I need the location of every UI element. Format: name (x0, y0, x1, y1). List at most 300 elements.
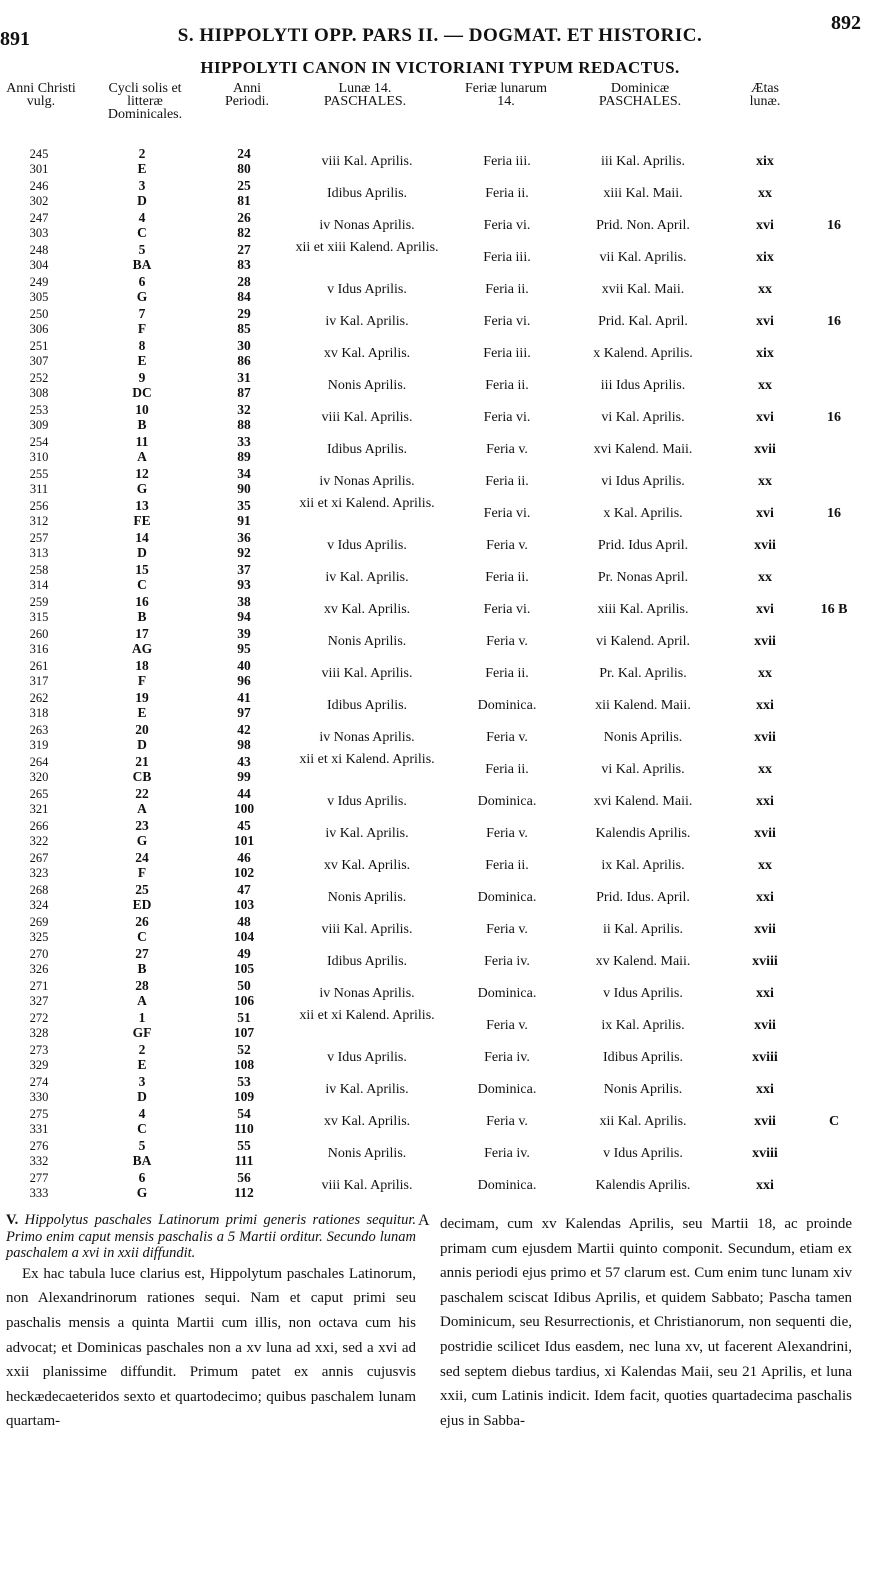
feria-cell: Feria ii. (485, 570, 529, 585)
lunae-cell: xv Kal. Aprilis. (323, 858, 411, 873)
year-vulgar-upper: 277 (29, 1171, 49, 1185)
solar-cycle-upper: 9 (138, 370, 146, 385)
aetas-cell: xvii (754, 1114, 776, 1129)
solar-cycle-lower: G (136, 481, 148, 496)
period-year-upper: 28 (237, 274, 251, 289)
solar-cycle-upper: 3 (138, 178, 146, 193)
year-vulgar-upper: 253 (29, 403, 49, 417)
period-year-upper: 33 (237, 434, 251, 449)
table-row (0, 146, 875, 178)
feria-cell: Feria v. (486, 634, 528, 649)
year-vulgar-lower: 329 (29, 1058, 49, 1072)
header-aetas: Ætas lunæ. (749, 81, 781, 109)
dominica-cell: v Idus Aprilis. (603, 1146, 683, 1161)
table-row (0, 818, 875, 850)
table-row (0, 562, 875, 594)
solar-cycle-upper: 15 (135, 562, 149, 577)
period-year-lower: 93 (237, 577, 251, 592)
table-row (0, 786, 875, 818)
solar-cycle-lower: D (137, 737, 147, 752)
header-dominicae: Dominicæ PASCHALES. (598, 81, 682, 109)
year-vulgar-upper: 267 (29, 851, 49, 865)
table-row (0, 722, 875, 754)
dominica-cell: ix Kal. Aprilis. (601, 1018, 685, 1033)
solar-cycle-lower: C (137, 929, 147, 944)
solar-cycle-lower: F (137, 321, 147, 336)
solar-cycle-lower: G (136, 1185, 148, 1200)
dominica-cell: Kalendis Aprilis. (595, 1178, 691, 1193)
year-vulgar-upper: 251 (29, 339, 49, 353)
solar-cycle-upper: 13 (135, 498, 149, 513)
lunae-cell: Idibus Aprilis. (326, 698, 408, 713)
year-vulgar-upper: 265 (29, 787, 49, 801)
aetas-cell: xvii (754, 442, 776, 457)
solar-cycle-upper: 1 (138, 1010, 146, 1025)
aetas-cell: xxi (756, 794, 774, 809)
feria-cell: Feria v. (486, 922, 528, 937)
solar-cycle-upper: 20 (135, 722, 149, 737)
year-vulgar-lower: 333 (29, 1186, 49, 1200)
lunae-cell: viii Kal. Aprilis. (321, 410, 413, 425)
feria-cell: Feria iii. (483, 154, 531, 169)
aetas-cell: xix (756, 250, 774, 265)
aetas-cell: xx (758, 186, 772, 201)
period-year-upper: 50 (237, 978, 251, 993)
year-vulgar-lower: 309 (29, 418, 49, 432)
table-row (0, 1170, 875, 1202)
dominica-cell: xiii Kal. Aprilis. (597, 602, 689, 617)
aetas-cell: xx (758, 378, 772, 393)
feria-cell: Dominica. (477, 890, 537, 905)
lunae-cell: Nonis Aprilis. (327, 634, 407, 649)
year-vulgar-upper: 256 (29, 499, 49, 513)
solar-cycle-lower: D (137, 545, 147, 560)
year-vulgar-lower: 320 (29, 770, 49, 784)
table-row (0, 274, 875, 306)
margin-letter: A (418, 1212, 430, 1229)
period-year-upper: 29 (237, 306, 251, 321)
feria-cell: Feria iv. (484, 954, 530, 969)
solar-cycle-lower: B (137, 417, 147, 432)
feria-cell: Feria ii. (485, 474, 529, 489)
solar-cycle-lower: A (137, 993, 147, 1008)
period-year-upper: 39 (237, 626, 251, 641)
period-year-lower: 88 (237, 417, 251, 432)
solar-cycle-upper: 4 (138, 1106, 146, 1121)
aetas-cell: xvi (756, 410, 774, 425)
year-vulgar-upper: 259 (29, 595, 49, 609)
aetas-cell: xix (756, 346, 774, 361)
feria-cell: Feria v. (486, 1018, 528, 1033)
solar-cycle-lower: CB (132, 769, 152, 784)
period-year-upper: 32 (237, 402, 251, 417)
period-year-upper: 42 (237, 722, 251, 737)
solar-cycle-upper: 2 (138, 146, 146, 161)
table-row (0, 498, 875, 530)
aetas-cell: xxi (756, 1178, 774, 1193)
solar-cycle-upper: 2 (138, 1042, 146, 1057)
solar-cycle-upper: 11 (135, 434, 149, 449)
feria-cell: Feria iii. (483, 346, 531, 361)
year-vulgar-lower: 312 (29, 514, 49, 528)
year-vulgar-upper: 250 (29, 307, 49, 321)
aetas-cell: xvi (756, 314, 774, 329)
feria-cell: Feria v. (486, 826, 528, 841)
year-vulgar-lower: 306 (29, 322, 49, 336)
section-title: HIPPOLYTI CANON IN VICTORIANI TYPUM REDACTUS. (200, 58, 680, 77)
year-vulgar-upper: 262 (29, 691, 49, 705)
dominica-cell: vii Kal. Aprilis. (599, 250, 687, 265)
dominica-cell: Nonis Aprilis. (603, 730, 683, 745)
period-year-lower: 100 (233, 801, 255, 816)
dominica-cell: vi Kal. Aprilis. (601, 762, 685, 777)
period-year-lower: 97 (237, 705, 251, 720)
solar-cycle-upper: 18 (135, 658, 149, 673)
aetas-cell: xxi (756, 986, 774, 1001)
table-row (0, 210, 875, 242)
period-year-upper: 40 (237, 658, 251, 673)
solar-cycle-upper: 16 (135, 594, 149, 609)
lemma-paragraph (6, 1212, 416, 1262)
solar-cycle-lower: BA (132, 1153, 152, 1168)
aetas-cell: xix (756, 154, 774, 169)
solar-cycle-upper: 5 (138, 1138, 146, 1153)
solar-cycle-lower: E (137, 705, 147, 720)
table-row (0, 1074, 875, 1106)
solar-cycle-lower: F (137, 865, 147, 880)
table-row (0, 754, 875, 786)
lunae-cell: xii et xi Kalend. Aprilis. (299, 496, 435, 511)
aetas-cell: xx (758, 474, 772, 489)
year-vulgar-lower: 307 (29, 354, 49, 368)
period-year-upper: 48 (237, 914, 251, 929)
table-row (0, 658, 875, 690)
period-year-lower: 85 (237, 321, 251, 336)
period-year-lower: 81 (237, 193, 251, 208)
year-vulgar-upper: 261 (29, 659, 49, 673)
year-vulgar-upper: 269 (29, 915, 49, 929)
lunae-cell: iv Kal. Aprilis. (325, 826, 409, 841)
lunae-cell: xii et xi Kalend. Aprilis. (299, 752, 435, 767)
year-vulgar-upper: 247 (29, 211, 49, 225)
period-year-upper: 49 (237, 946, 251, 961)
year-vulgar-upper: 273 (29, 1043, 49, 1057)
year-vulgar-upper: 254 (29, 435, 49, 449)
table-row (0, 338, 875, 370)
solar-cycle-lower: A (137, 449, 147, 464)
solar-cycle-lower: DC (132, 385, 152, 400)
page-number-left: 891 (0, 28, 30, 50)
year-vulgar-lower: 324 (29, 898, 49, 912)
dominica-cell: vi Idus Aprilis. (601, 474, 685, 489)
year-vulgar-upper: 270 (29, 947, 49, 961)
feria-cell: Dominica. (477, 698, 537, 713)
table-row (0, 1106, 875, 1138)
solar-cycle-lower: E (137, 161, 147, 176)
year-vulgar-upper: 275 (29, 1107, 49, 1121)
solar-cycle-upper: 19 (135, 690, 149, 705)
aetas-cell: xvii (754, 730, 776, 745)
dominica-cell: ii Kal. Aprilis. (602, 922, 684, 937)
dominica-cell: iii Kal. Aprilis. (601, 154, 685, 169)
table-row (0, 178, 875, 210)
dominica-cell: Pr. Nonas April. (597, 570, 689, 585)
year-vulgar-lower: 322 (29, 834, 49, 848)
solar-cycle-lower: GF (132, 1025, 152, 1040)
table-row (0, 466, 875, 498)
header-cycli: Cycli solis et litteræ Dominicales. (107, 81, 183, 122)
dominica-cell: Prid. Kal. April. (598, 314, 688, 329)
aetas-cell: xx (758, 570, 772, 585)
lunae-cell: iv Nonas Aprilis. (319, 730, 415, 745)
header-feriae: Feriæ lunarum 14. (464, 81, 548, 109)
solar-cycle-lower: BA (132, 257, 152, 272)
solar-cycle-upper: 10 (135, 402, 149, 417)
lunae-cell: v Idus Aprilis. (327, 1050, 407, 1065)
year-vulgar-upper: 264 (29, 755, 49, 769)
lunae-cell: iv Nonas Aprilis. (319, 218, 415, 233)
feria-cell: Feria iv. (484, 1050, 530, 1065)
solar-cycle-lower: D (137, 193, 147, 208)
feria-cell: Feria v. (486, 730, 528, 745)
period-year-upper: 51 (237, 1010, 251, 1025)
lunae-cell: xv Kal. Aprilis. (323, 1114, 411, 1129)
table-row (0, 946, 875, 978)
year-vulgar-lower: 302 (29, 194, 49, 208)
lunae-cell: viii Kal. Aprilis. (321, 154, 413, 169)
period-year-lower: 90 (237, 481, 251, 496)
table-row (0, 242, 875, 274)
period-year-lower: 84 (237, 289, 251, 304)
period-year-upper: 52 (237, 1042, 251, 1057)
period-year-lower: 104 (233, 929, 255, 944)
dominica-cell: vi Kalend. April. (595, 634, 691, 649)
dominica-cell: x Kalend. Aprilis. (593, 346, 693, 361)
period-year-upper: 24 (237, 146, 251, 161)
year-vulgar-lower: 317 (29, 674, 49, 688)
year-vulgar-upper: 258 (29, 563, 49, 577)
solar-cycle-upper: 8 (138, 338, 146, 353)
period-year-upper: 56 (237, 1170, 251, 1185)
year-vulgar-lower: 308 (29, 386, 49, 400)
year-vulgar-lower: 318 (29, 706, 49, 720)
year-vulgar-upper: 252 (29, 371, 49, 385)
solar-cycle-lower: E (137, 1057, 147, 1072)
table-row (0, 530, 875, 562)
feria-cell: Dominica. (477, 794, 537, 809)
lunae-cell: xii et xi Kalend. Aprilis. (299, 1008, 435, 1023)
right-body-text: decimam, cum xv Kalendas Aprilis, seu Martii 18, ac proinde primam cum ejusdem Martii quinto componit. Secundum, etiam ex annis periodi ejus primo et 57 clarum est. Cum enim tunc lunam xiv paschalem sciscat Idibus Aprilis, et quidem Sabbato; Pascha tamen Dominicum, seu Resurrectionis, et Christianorum, non sequenti die, postridie scilicet Idus easdem, nec luna xv, ut facerent Alexandrini, sed septem diebus tardius, xi Kalendas Maii, seu 21 Aprilis, et luna xxii, cum Latinis indicit. Idem facit, quoties quartadecima paschalis ejus in Sabba- (440, 1216, 852, 1429)
aetas-cell: xx (758, 762, 772, 777)
year-vulgar-upper: 274 (29, 1075, 49, 1089)
year-vulgar-upper: 257 (29, 531, 49, 545)
year-vulgar-upper: 271 (29, 979, 49, 993)
lemma-text: Hippolytus paschales Latinorum primi generis rationes sequitur. Primo enim caput mensis paschalis a 5 Martii orditur. Secundo lunam paschalem a xvi in xxii diffundit. (6, 1212, 416, 1262)
solar-cycle-upper: 6 (138, 1170, 146, 1185)
year-vulgar-lower: 316 (29, 642, 49, 656)
period-year-upper: 30 (237, 338, 251, 353)
dominica-cell: xii Kalend. Maii. (595, 698, 691, 713)
period-year-upper: 46 (237, 850, 251, 865)
solar-cycle-upper: 22 (135, 786, 149, 801)
dominica-cell: ix Kal. Aprilis. (601, 858, 685, 873)
dominica-cell: Prid. Idus. April. (596, 890, 690, 905)
solar-cycle-upper: 21 (135, 754, 149, 769)
solar-cycle-lower: E (137, 353, 147, 368)
lemma-number: V. (6, 1212, 19, 1228)
year-vulgar-lower: 331 (29, 1122, 49, 1136)
period-year-lower: 82 (237, 225, 251, 240)
lunae-cell: Idibus Aprilis. (326, 954, 408, 969)
period-year-upper: 38 (237, 594, 251, 609)
period-year-lower: 87 (237, 385, 251, 400)
solar-cycle-lower: D (137, 1089, 147, 1104)
period-year-lower: 108 (233, 1057, 255, 1072)
aetas-cell: xx (758, 666, 772, 681)
lunae-cell: xv Kal. Aprilis. (323, 602, 411, 617)
table-row (0, 882, 875, 914)
period-year-upper: 45 (237, 818, 251, 833)
period-year-upper: 27 (237, 242, 251, 257)
dominica-cell: xiii Kal. Maii. (603, 186, 683, 201)
feria-cell: Feria vi. (483, 410, 531, 425)
year-vulgar-lower: 332 (29, 1154, 49, 1168)
feria-cell: Feria ii. (485, 666, 529, 681)
aetas-cell: xxi (756, 890, 774, 905)
lunae-cell: xii et xiii Kalend. Aprilis. (295, 240, 439, 255)
aetas-cell: xviii (752, 1146, 778, 1161)
period-year-lower: 86 (237, 353, 251, 368)
feria-cell: Feria v. (486, 1114, 528, 1129)
table-row (0, 850, 875, 882)
feria-cell: Feria vi. (483, 506, 531, 521)
lunae-cell: xv Kal. Aprilis. (323, 346, 411, 361)
lunae-cell: viii Kal. Aprilis. (321, 1178, 413, 1193)
aetas-cell: xviii (752, 954, 778, 969)
feria-cell: Dominica. (477, 1082, 537, 1097)
dominica-cell: Nonis Aprilis. (603, 1082, 683, 1097)
dominica-cell: xv Kalend. Maii. (595, 954, 691, 969)
period-year-upper: 54 (237, 1106, 251, 1121)
solar-cycle-upper: 14 (135, 530, 149, 545)
table-row (0, 978, 875, 1010)
year-vulgar-lower: 323 (29, 866, 49, 880)
period-year-lower: 110 (234, 1121, 254, 1136)
page-number-right: 892 (831, 12, 861, 34)
feria-cell: Feria ii. (485, 282, 529, 297)
dominica-cell: vi Kal. Aprilis. (601, 410, 685, 425)
period-year-upper: 41 (237, 690, 251, 705)
aetas-cell: xviii (752, 1050, 778, 1065)
year-vulgar-upper: 249 (29, 275, 49, 289)
aetas-cell: xvii (754, 538, 776, 553)
year-vulgar-lower: 327 (29, 994, 49, 1008)
year-vulgar-lower: 310 (29, 450, 49, 464)
solar-cycle-upper: 28 (135, 978, 149, 993)
solar-cycle-lower: C (137, 225, 147, 240)
period-year-lower: 94 (237, 609, 251, 624)
table-row (0, 1010, 875, 1042)
feria-cell: Feria vi. (483, 218, 531, 233)
feria-cell: Feria vi. (483, 314, 531, 329)
year-vulgar-upper: 263 (29, 723, 49, 737)
solar-cycle-lower: C (137, 577, 147, 592)
aetas-cell: xx (758, 858, 772, 873)
year-vulgar-lower: 304 (29, 258, 49, 272)
aetas-cell: xvii (754, 634, 776, 649)
period-year-lower: 91 (237, 513, 251, 528)
lunae-cell: Nonis Aprilis. (327, 378, 407, 393)
solar-cycle-upper: 17 (135, 626, 149, 641)
table-row (0, 306, 875, 338)
period-year-upper: 53 (237, 1074, 251, 1089)
table-row (0, 402, 875, 434)
table-row (0, 690, 875, 722)
solar-cycle-lower: C (137, 1121, 147, 1136)
header-periodi: Anni Periodi. (225, 81, 269, 109)
lunae-cell: Idibus Aprilis. (326, 442, 408, 457)
period-year-lower: 103 (233, 897, 255, 912)
table-row (0, 1042, 875, 1074)
solar-cycle-lower: A (137, 801, 147, 816)
dominica-cell: x Kal. Aprilis. (603, 506, 683, 521)
aetas-cell: xvii (754, 826, 776, 841)
year-vulgar-upper: 245 (29, 147, 49, 161)
aetas-cell: xxi (756, 698, 774, 713)
dominica-cell: Prid. Idus April. (597, 538, 689, 553)
period-year-upper: 55 (237, 1138, 251, 1153)
solar-cycle-upper: 5 (138, 242, 146, 257)
solar-cycle-upper: 7 (138, 306, 146, 321)
period-year-lower: 102 (233, 865, 255, 880)
left-column (6, 1212, 416, 1434)
aetas-cell: xxi (756, 1082, 774, 1097)
period-year-upper: 36 (237, 530, 251, 545)
year-vulgar-upper: 268 (29, 883, 49, 897)
year-vulgar-upper: 248 (29, 243, 49, 257)
dominica-cell: Prid. Non. April. (596, 218, 690, 233)
margin-mark: 16 (827, 218, 841, 233)
year-vulgar-lower: 325 (29, 930, 49, 944)
dominica-cell: xvii Kal. Maii. (601, 282, 685, 297)
table-row (0, 626, 875, 658)
period-year-upper: 37 (237, 562, 251, 577)
lunae-cell: iv Kal. Aprilis. (325, 570, 409, 585)
period-year-lower: 99 (237, 769, 251, 784)
year-vulgar-lower: 315 (29, 610, 49, 624)
feria-cell: Feria vi. (483, 602, 531, 617)
period-year-lower: 98 (237, 737, 251, 752)
period-year-upper: 31 (237, 370, 251, 385)
solar-cycle-upper: 24 (135, 850, 149, 865)
feria-cell: Feria iii. (483, 250, 531, 265)
period-year-lower: 80 (237, 161, 251, 176)
aetas-cell: xx (758, 282, 772, 297)
lunae-cell: Idibus Aprilis. (326, 186, 408, 201)
year-vulgar-lower: 321 (29, 802, 49, 816)
period-year-upper: 34 (237, 466, 251, 481)
lunae-cell: iv Nonas Aprilis. (319, 474, 415, 489)
solar-cycle-lower: B (137, 609, 147, 624)
feria-cell: Feria ii. (485, 762, 529, 777)
feria-cell: Feria v. (486, 442, 528, 457)
lunae-cell: Nonis Aprilis. (327, 890, 407, 905)
dominica-cell: Pr. Kal. Aprilis. (599, 666, 687, 681)
feria-cell: Feria ii. (485, 858, 529, 873)
lunae-cell: iv Nonas Aprilis. (319, 986, 415, 1001)
lunae-cell: v Idus Aprilis. (327, 538, 407, 553)
year-vulgar-lower: 303 (29, 226, 49, 240)
